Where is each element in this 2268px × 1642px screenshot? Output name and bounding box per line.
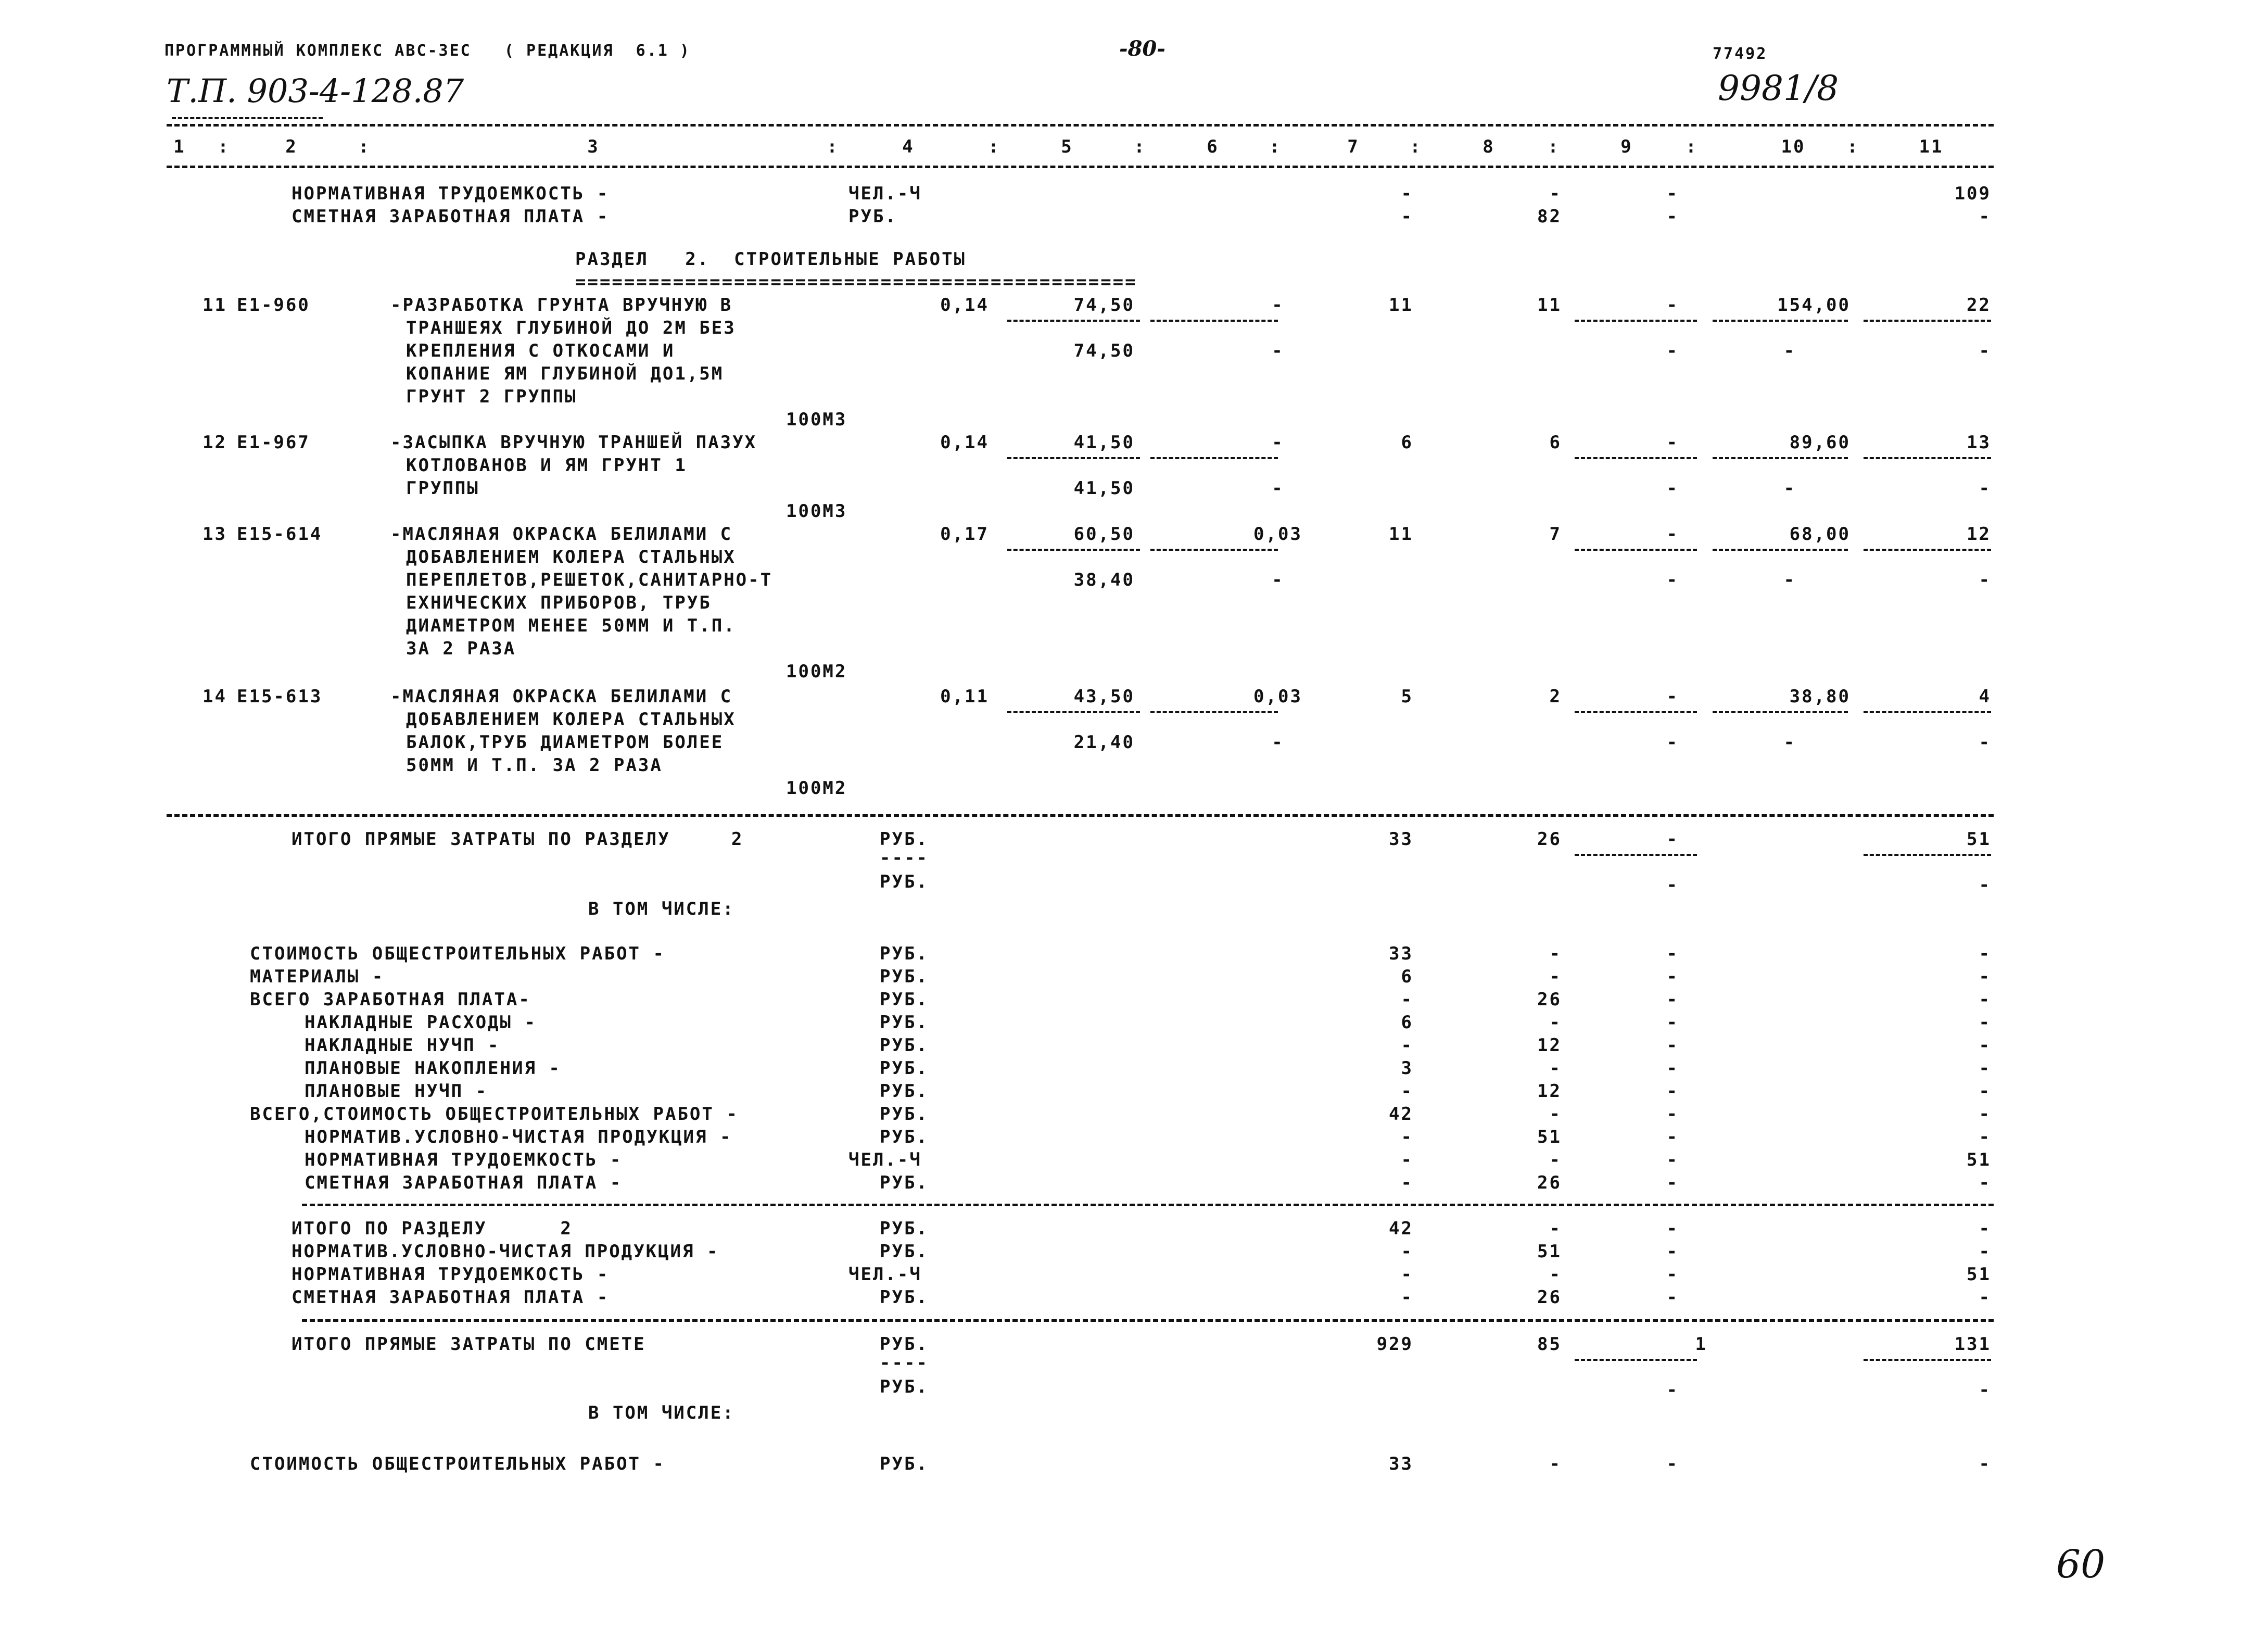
cell-col9: - <box>1666 1058 1679 1079</box>
section-total-label: НОРМАТИВ.УСЛОВНО-ЧИСТАЯ ПРОДУКЦИЯ - <box>292 1241 719 1262</box>
item-quantity: 0,17 <box>940 524 989 545</box>
project-number: Т.П. 903-4-128.87 <box>167 72 464 110</box>
item-machine-cost: 0,03 <box>1253 524 1302 545</box>
column-header-8: 8 <box>1483 136 1495 157</box>
cell-col11: - <box>1979 1287 1991 1308</box>
item-total-divider <box>1864 549 1991 551</box>
item-col11-lower: - <box>1979 340 1991 361</box>
program-title: ПРОГРАММНЫЙ КОМПЛЕКС АВС-3ЕС ( РЕДАКЦИЯ 6.1 ) <box>164 42 691 60</box>
subtotal-rule <box>302 1204 1994 1206</box>
item-number: 13 <box>202 524 227 545</box>
section-total-label: НОРМАТИВНАЯ ТРУДОЕМКОСТЬ - <box>292 1264 610 1285</box>
cell-col7: - <box>1401 1081 1413 1102</box>
summary-unit: ЧЕЛ.-Ч <box>848 183 922 204</box>
final-row-unit: РУБ. <box>880 1454 929 1474</box>
item-wage-price: 74,50 <box>1073 340 1135 361</box>
breakdown-label: ВСЕГО,СТОИМОСТЬ ОБЩЕСТРОИТЕЛЬНЫХ РАБОТ - <box>250 1104 739 1125</box>
item-total-divider <box>1713 457 1848 459</box>
direct-costs-unit-2: РУБ. <box>880 871 929 892</box>
cell-col8: 85 <box>1537 1334 1562 1355</box>
breakdown-label: ПЛАНОВЫЕ НУЧП - <box>305 1081 488 1102</box>
item-labor-unit: 68,00 <box>1789 524 1851 545</box>
item-unit: 100М2 <box>786 778 847 799</box>
item-wages: 6 <box>1549 432 1562 453</box>
item-col10-lower: - <box>1783 340 1796 361</box>
cell-col11: - <box>1979 966 1991 987</box>
cell-col9: - <box>1666 1241 1679 1262</box>
item-description-line: -ЗАСЫПКА ВРУЧНУЮ ТРАНШЕЙ ПАЗУХ <box>390 432 757 453</box>
item-total-divider <box>1713 549 1848 551</box>
direct-costs-unit: РУБ. <box>880 1334 929 1355</box>
item-wages: 11 <box>1537 295 1562 315</box>
item-wage-price: 21,40 <box>1073 732 1135 753</box>
breakdown-unit: РУБ. <box>880 1012 929 1033</box>
total-divider <box>1575 854 1697 856</box>
cell-col9-lower: - <box>1666 1380 1679 1400</box>
cell-col7: - <box>1401 1264 1413 1285</box>
item-labor-total: 13 <box>1967 432 1991 453</box>
total-divider <box>1575 1359 1697 1361</box>
breakdown-label: НОРМАТИВ.УСЛОВНО-ЧИСТАЯ ПРОДУКЦИЯ - <box>305 1127 732 1147</box>
item-description-line: ТРАНШЕЯХ ГЛУБИНОЙ ДО 2М БЕЗ <box>406 318 736 338</box>
breakdown-unit: РУБ. <box>880 1035 929 1056</box>
item-total-divider <box>1575 549 1697 551</box>
cell-col9: - <box>1666 1264 1679 1285</box>
item-total-divider <box>1713 711 1848 713</box>
column-separator: : <box>1410 136 1422 157</box>
item-col9-lower: - <box>1666 732 1679 753</box>
direct-costs-estimate-label: ИТОГО ПРЯМЫЕ ЗАТРАТЫ ПО СМЕТЕ <box>292 1334 646 1355</box>
item-machine-cost: - <box>1272 432 1284 453</box>
column-header-rule <box>167 166 1994 168</box>
cell-col11: - <box>1979 1172 1991 1193</box>
item-wage-machine: - <box>1272 340 1284 361</box>
item-col9: - <box>1666 432 1679 453</box>
item-description-line: БАЛОК,ТРУБ ДИАМЕТРОМ БОЛЕЕ <box>406 732 724 753</box>
breakdown-unit: РУБ. <box>880 1172 929 1193</box>
section-total-unit: РУБ. <box>880 1241 929 1262</box>
breakdown-unit: РУБ. <box>880 989 929 1010</box>
item-machine-cost: 0,03 <box>1253 686 1302 707</box>
item-price-divider <box>1007 457 1140 459</box>
item-total-divider <box>1864 711 1991 713</box>
cell-col8: - <box>1549 1454 1562 1474</box>
direct-costs-unit-divider: ---- <box>880 848 929 868</box>
cell-col11: 51 <box>1967 829 1991 850</box>
cell-col7: - <box>1401 206 1413 227</box>
item-price-divider <box>1150 457 1278 459</box>
cell-col9: - <box>1666 1172 1679 1193</box>
item-labor-unit: 154,00 <box>1777 295 1851 315</box>
breakdown-unit: РУБ. <box>880 966 929 987</box>
cell-col11: - <box>1979 1454 1991 1474</box>
cell-col7: - <box>1401 183 1413 204</box>
total-divider <box>1864 854 1991 856</box>
cell-col9: - <box>1666 1012 1679 1033</box>
section-total-unit: РУБ. <box>880 1287 929 1308</box>
item-unit-price: 60,50 <box>1073 524 1135 545</box>
cell-col7: 3 <box>1401 1058 1413 1079</box>
item-code: Е15-613 <box>237 686 323 707</box>
item-col11-lower: - <box>1979 478 1991 499</box>
cell-col11: - <box>1979 1241 1991 1262</box>
breakdown-unit: РУБ. <box>880 1104 929 1125</box>
item-total-divider <box>1864 457 1991 459</box>
breakdown-label: НАКЛАДНЫЕ НУЧП - <box>305 1035 500 1056</box>
breakdown-unit: РУБ. <box>880 1058 929 1079</box>
item-number: 11 <box>202 295 227 315</box>
section-total-label: ИТОГО ПО РАЗДЕЛУ 2 <box>292 1218 573 1239</box>
item-description-line: ДОБАВЛЕНИЕМ КОЛЕРА СТАЛЬНЫХ <box>406 709 736 730</box>
cell-col9: - <box>1666 1454 1679 1474</box>
cell-col11: 51 <box>1967 1264 1991 1285</box>
item-description-line: -МАСЛЯНАЯ ОКРАСКА БЕЛИЛАМИ С <box>390 524 733 545</box>
breakdown-label: СМЕТНАЯ ЗАРАБОТНАЯ ПЛАТА - <box>305 1172 623 1193</box>
item-unit-price: 41,50 <box>1073 432 1135 453</box>
item-wage-machine: - <box>1272 732 1284 753</box>
cell-col7: 33 <box>1389 943 1413 964</box>
cell-col11: - <box>1979 1012 1991 1033</box>
cell-col9: - <box>1666 943 1679 964</box>
cell-col11: - <box>1979 989 1991 1010</box>
column-separator: : <box>1847 136 1859 157</box>
item-col9: - <box>1666 524 1679 545</box>
cell-col11: - <box>1979 943 1991 964</box>
column-separator: : <box>1686 136 1698 157</box>
cell-col8: - <box>1549 1012 1562 1033</box>
summary-label: НОРМАТИВНАЯ ТРУДОЕМКОСТЬ - <box>292 183 610 204</box>
cell-col7: 42 <box>1389 1218 1413 1239</box>
cell-col7: 6 <box>1401 1012 1413 1033</box>
column-header-9: 9 <box>1620 136 1633 157</box>
direct-costs-unit-2: РУБ. <box>880 1376 929 1397</box>
item-description-line: 50ММ И Т.П. ЗА 2 РАЗА <box>406 755 663 776</box>
cell-col9: - <box>1666 1127 1679 1147</box>
breakdown-label: МАТЕРИАЛЫ - <box>250 966 385 987</box>
column-header-4: 4 <box>902 136 915 157</box>
item-quantity: 0,14 <box>940 432 989 453</box>
item-col9: - <box>1666 295 1679 315</box>
item-wages: 7 <box>1549 524 1562 545</box>
cell-col8: - <box>1549 183 1562 204</box>
item-labor-unit: 89,60 <box>1789 432 1851 453</box>
item-wage-machine: - <box>1272 570 1284 590</box>
section-title-underline: ============================================== <box>575 272 1137 293</box>
item-description-line: ДИАМЕТРОМ МЕНЕЕ 50ММ И Т.П. <box>406 615 736 636</box>
cell-col8: - <box>1549 1104 1562 1125</box>
cell-col7: - <box>1401 1172 1413 1193</box>
cell-col11: - <box>1979 1035 1991 1056</box>
direct-costs-unit: РУБ. <box>880 829 929 850</box>
item-code: Е1-967 <box>237 432 310 453</box>
cell-col7: - <box>1401 1241 1413 1262</box>
cell-col7: - <box>1401 1035 1413 1056</box>
cell-col9-lower: - <box>1666 875 1679 895</box>
cell-col7: - <box>1401 1127 1413 1147</box>
doc-code: 77492 <box>1713 45 1768 63</box>
item-total-divider <box>1575 320 1697 322</box>
item-col10-lower: - <box>1783 478 1796 499</box>
cell-col8: 26 <box>1537 1287 1562 1308</box>
item-price-divider <box>1007 549 1140 551</box>
direct-costs-unit-divider: ---- <box>880 1353 929 1373</box>
item-description-line: КОТЛОВАНОВ И ЯМ ГРУНТ 1 <box>406 455 687 476</box>
cell-col8: - <box>1549 943 1562 964</box>
cell-col9: - <box>1666 1150 1679 1170</box>
column-header-2: 2 <box>285 136 298 157</box>
item-labor-total: 4 <box>1979 686 1991 707</box>
item-description-line: ЗА 2 РАЗА <box>406 638 516 659</box>
item-col11-lower: - <box>1979 732 1991 753</box>
item-description-line: КОПАНИЕ ЯМ ГЛУБИНОЙ ДО1,5М <box>406 363 724 384</box>
item-col10-lower: - <box>1783 570 1796 590</box>
section-total-unit: ЧЕЛ.-Ч <box>848 1264 922 1285</box>
item-labor-unit: 38,80 <box>1789 686 1851 707</box>
item-total-cost: 5 <box>1401 686 1413 707</box>
direct-costs-section-label: ИТОГО ПРЯМЫЕ ЗАТРАТЫ ПО РАЗДЕЛУ 2 <box>292 829 744 850</box>
column-separator: : <box>988 136 1000 157</box>
cell-col11: 51 <box>1967 1150 1991 1170</box>
cell-col11-lower: - <box>1979 875 1991 895</box>
cell-col9: - <box>1666 1081 1679 1102</box>
column-separator: : <box>827 136 839 157</box>
cell-col8: - <box>1549 1264 1562 1285</box>
estimate-rule <box>302 1319 1994 1322</box>
item-description-line: ГРУНТ 2 ГРУППЫ <box>406 386 577 407</box>
item-code: Е1-960 <box>237 295 310 315</box>
item-wages: 2 <box>1549 686 1562 707</box>
cell-col11: - <box>1979 1104 1991 1125</box>
cell-col9: - <box>1666 989 1679 1010</box>
project-underline <box>172 117 323 119</box>
cell-col7: - <box>1401 1150 1413 1170</box>
item-unit: 100М2 <box>786 661 847 682</box>
item-col9-lower: - <box>1666 478 1679 499</box>
cell-col9: - <box>1666 829 1679 850</box>
cell-col9: - <box>1666 1218 1679 1239</box>
cell-col7: - <box>1401 1287 1413 1308</box>
document-number: 9981/8 <box>1718 68 1839 108</box>
item-total-divider <box>1575 457 1697 459</box>
cell-col9: - <box>1666 183 1679 204</box>
cell-col8: - <box>1549 966 1562 987</box>
column-header-5: 5 <box>1061 136 1073 157</box>
item-col10-lower: - <box>1783 732 1796 753</box>
item-unit: 100М3 <box>786 409 847 430</box>
table-top-rule <box>167 124 1994 127</box>
cell-col8: - <box>1549 1218 1562 1239</box>
cell-col11: - <box>1979 206 1991 227</box>
item-description-line: ЕХНИЧЕСКИХ ПРИБОРОВ, ТРУБ <box>406 592 712 613</box>
item-total-cost: 6 <box>1401 432 1413 453</box>
item-quantity: 0,14 <box>940 295 989 315</box>
item-unit-price: 43,50 <box>1073 686 1135 707</box>
section-total-unit: РУБ. <box>880 1218 929 1239</box>
cell-col8: 12 <box>1537 1081 1562 1102</box>
item-number: 14 <box>202 686 227 707</box>
cell-col8: 26 <box>1537 1172 1562 1193</box>
column-header-11: 11 <box>1919 136 1944 157</box>
item-description-line: ПЕРЕПЛЕТОВ,РЕШЕТОК,САНИТАРНО-Т <box>406 570 773 590</box>
cell-col9: - <box>1666 206 1679 227</box>
item-col9: - <box>1666 686 1679 707</box>
item-unit: 100М3 <box>786 501 847 522</box>
breakdown-unit: РУБ. <box>880 1127 929 1147</box>
item-total-divider <box>1713 320 1848 322</box>
item-labor-total: 22 <box>1967 295 1991 315</box>
item-quantity: 0,11 <box>940 686 989 707</box>
cell-col11: 131 <box>1954 1334 1991 1355</box>
cell-col7: 33 <box>1389 829 1413 850</box>
cell-col11: - <box>1979 1127 1991 1147</box>
item-labor-total: 12 <box>1967 524 1991 545</box>
cell-col11: - <box>1979 1058 1991 1079</box>
cell-col8: 26 <box>1537 829 1562 850</box>
cell-col7: 33 <box>1389 1454 1413 1474</box>
page-marker: -80- <box>1119 36 1165 61</box>
cell-col7: 929 <box>1376 1334 1413 1355</box>
cell-col9: - <box>1666 966 1679 987</box>
total-divider <box>1864 1359 1991 1361</box>
breakdown-unit: РУБ. <box>880 1081 929 1102</box>
summary-label: СМЕТНАЯ ЗАРАБОТНАЯ ПЛАТА - <box>292 206 610 227</box>
including-heading: В ТОМ ЧИСЛЕ: <box>588 1403 735 1423</box>
column-separator: : <box>358 136 371 157</box>
item-price-divider <box>1007 711 1140 713</box>
item-description-line: ДОБАВЛЕНИЕМ КОЛЕРА СТАЛЬНЫХ <box>406 547 736 567</box>
final-row-label: СТОИМОСТЬ ОБЩЕСТРОИТЕЛЬНЫХ РАБОТ - <box>250 1454 665 1474</box>
breakdown-label: НОРМАТИВНАЯ ТРУДОЕМКОСТЬ - <box>305 1150 623 1170</box>
cell-col9: - <box>1666 1287 1679 1308</box>
cell-col11: 109 <box>1954 183 1991 204</box>
cell-col8: 26 <box>1537 989 1562 1010</box>
column-header-10: 10 <box>1781 136 1806 157</box>
item-wage-price: 38,40 <box>1073 570 1135 590</box>
cell-col8: 12 <box>1537 1035 1562 1056</box>
item-unit-price: 74,50 <box>1073 295 1135 315</box>
item-wage-price: 41,50 <box>1073 478 1135 499</box>
item-total-divider <box>1575 711 1697 713</box>
summary-unit: РУБ. <box>848 206 897 227</box>
cell-col11-lower: - <box>1979 1380 1991 1400</box>
item-price-divider <box>1150 711 1278 713</box>
cell-col8: - <box>1549 1058 1562 1079</box>
item-col9-lower: - <box>1666 570 1679 590</box>
cell-col9: 1 <box>1695 1334 1707 1355</box>
item-description-line: -МАСЛЯНАЯ ОКРАСКА БЕЛИЛАМИ С <box>390 686 733 707</box>
breakdown-label: ПЛАНОВЫЕ НАКОПЛЕНИЯ - <box>305 1058 561 1079</box>
cell-col9: - <box>1666 1104 1679 1125</box>
column-separator: : <box>1134 136 1146 157</box>
item-total-divider <box>1864 320 1991 322</box>
item-price-divider <box>1150 549 1278 551</box>
item-description-line: КРЕПЛЕНИЯ С ОТКОСАМИ И <box>406 340 675 361</box>
column-header-7: 7 <box>1347 136 1360 157</box>
item-code: Е15-614 <box>237 524 323 545</box>
column-header-6: 6 <box>1207 136 1219 157</box>
breakdown-label: СТОИМОСТЬ ОБЩЕСТРОИТЕЛЬНЫХ РАБОТ - <box>250 943 665 964</box>
item-price-divider <box>1150 320 1278 322</box>
item-col9-lower: - <box>1666 340 1679 361</box>
cell-col11: - <box>1979 1081 1991 1102</box>
column-separator: : <box>1548 136 1560 157</box>
including-heading: В ТОМ ЧИСЛЕ: <box>588 899 735 919</box>
section-total-label: СМЕТНАЯ ЗАРАБОТНАЯ ПЛАТА - <box>292 1287 610 1308</box>
item-total-cost: 11 <box>1389 295 1413 315</box>
section-title: РАЗДЕЛ 2. СТРОИТЕЛЬНЫЕ РАБОТЫ <box>575 249 967 270</box>
item-price-divider <box>1007 320 1140 322</box>
column-header-1: 1 <box>173 136 186 157</box>
cell-col7: 6 <box>1401 966 1413 987</box>
breakdown-unit: РУБ. <box>880 943 929 964</box>
item-description-line: ГРУППЫ <box>406 478 479 499</box>
cell-col8: 51 <box>1537 1241 1562 1262</box>
item-machine-cost: - <box>1272 295 1284 315</box>
cell-col9: - <box>1666 1035 1679 1056</box>
item-wage-machine: - <box>1272 478 1284 499</box>
column-header-3: 3 <box>587 136 600 157</box>
breakdown-unit: ЧЕЛ.-Ч <box>848 1150 922 1170</box>
sheet-number: 60 <box>2056 1542 2106 1587</box>
breakdown-label: НАКЛАДНЫЕ РАСХОДЫ - <box>305 1012 537 1033</box>
section-rule <box>167 814 1994 817</box>
cell-col7: 42 <box>1389 1104 1413 1125</box>
breakdown-label: ВСЕГО ЗАРАБОТНАЯ ПЛАТА- <box>250 989 531 1010</box>
cell-col8: - <box>1549 1150 1562 1170</box>
item-total-cost: 11 <box>1389 524 1413 545</box>
cell-col8: 82 <box>1537 206 1562 227</box>
item-col11-lower: - <box>1979 570 1991 590</box>
item-number: 12 <box>202 432 227 453</box>
column-separator: : <box>218 136 230 157</box>
cell-col7: - <box>1401 989 1413 1010</box>
cell-col8: 51 <box>1537 1127 1562 1147</box>
cell-col11: - <box>1979 1218 1991 1239</box>
item-description-line: -РАЗРАБОТКА ГРУНТА ВРУЧНУЮ В <box>390 295 733 315</box>
column-separator: : <box>1269 136 1282 157</box>
